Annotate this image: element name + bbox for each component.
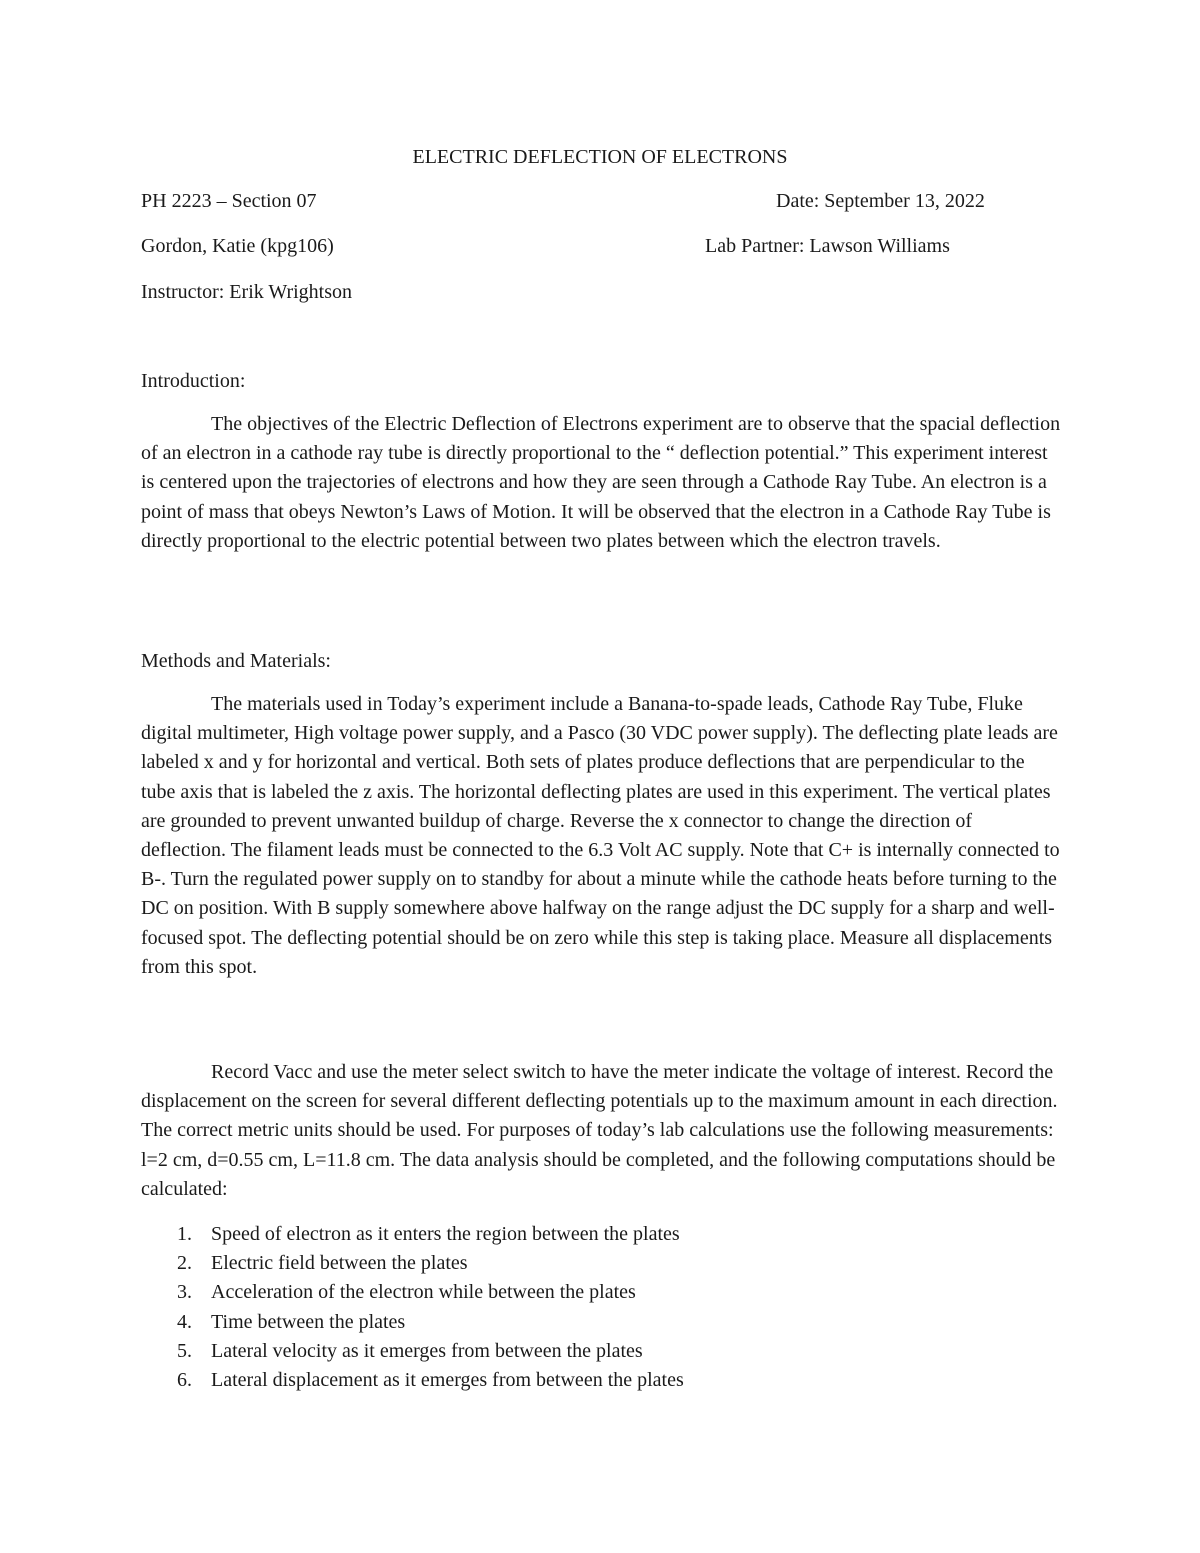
course-section: PH 2223 – Section 07 [141, 190, 317, 212]
list-item-number: 2. [177, 1252, 192, 1275]
list-item-text: Speed of electron as it enters the region between the plates [211, 1223, 680, 1245]
list-item [141, 1249, 684, 1278]
list-item-text: Acceleration of the electron while between the plates [211, 1281, 636, 1304]
list-item [141, 1366, 684, 1395]
lab-partner: Lab Partner: Lawson Williams [705, 235, 950, 257]
introduction-paragraph: The objectives of the Electric Deflection of Electrons experiment are to observe that the spacial deflection of an electron in a cathode ray tube is directly proportional to the “ deflection potential.” This experiment interest is centered upon the trajectories of electrons and how they are seen through a Cathode Ray Tube. An electron is a point of mass that obeys Newton’s Laws of Motion. It will be observed that the electron in a Cathode Ray Tube is directly proportional to the electric potential between two plates between which the electron travels. [141, 413, 1061, 552]
list-item-number: 6. [177, 1369, 192, 1392]
list-item-number: 3. [177, 1281, 192, 1304]
list-item-number: 4. [177, 1310, 192, 1333]
list-item [141, 1278, 684, 1307]
list-item [141, 1337, 684, 1366]
methods-heading: Methods and Materials: [141, 650, 331, 672]
introduction-heading: Introduction: [141, 370, 246, 392]
list-item-number: 5. [177, 1339, 192, 1362]
instructor-name: Instructor: Erik Wrightson [141, 281, 353, 303]
methods-paragraph-2: Record Vacc and use the meter select switch to have the meter indicate the voltage of interest. Record the displacement on the screen for several different deflecting potentials up to the maximum amount in each direction. The correct metric units should be used. For purposes of today’s lab calculations use the following measurements: l=2 cm, d=0.55 cm, L=11.8 cm. The data analysis should be completed, and the following computations should be calculated: [141, 1061, 1058, 1200]
list-item-text: Lateral displacement as it emerges from between the plates [211, 1369, 684, 1392]
report-date: Date: September 13, 2022 [776, 190, 985, 212]
list-item [141, 1308, 684, 1337]
list-item-text: Lateral velocity as it emerges from between the plates [211, 1339, 643, 1362]
document-title: ELECTRIC DEFLECTION OF ELECTRONS [412, 146, 788, 168]
list-item [141, 1220, 684, 1249]
list-item-text: Time between the plates [211, 1310, 406, 1333]
methods-paragraph-1: The materials used in Today’s experiment include a Banana-to-spade leads, Cathode Ray Tube, Fluke digital multimeter, High voltage power supply, and a Pasco (30 VDC power supply). The deflecting plate leads are labeled x and y for horizontal and vertical. Both sets of plates produce deflections that are perpendicular to the tube axis that is labeled the z axis. The horizontal deflecting plates are used in this experiment. The vertical plates are grounded to prevent unwanted buildup of charge. Reverse the x connector to change the direction of deflection. The filament leads must be connected to the 6.3 Volt AC supply. Note that C+ is internally connected to B-. Turn the regulated power supply on to standby for about a minute while the cathode heats before turning to the DC on position. With B supply somewhere above halfway on the range adjust the DC supply for a sharp and well-focused spot. The deflecting potential should be on zero while this step is taking place. Measure all displacements from this spot. [141, 693, 1060, 978]
list-item-number: 1. [177, 1223, 192, 1245]
list-item-text: Electric field between the plates [211, 1252, 468, 1275]
student-name: Gordon, Katie (kpg106) [141, 235, 334, 257]
computations-list [141, 1220, 684, 1395]
